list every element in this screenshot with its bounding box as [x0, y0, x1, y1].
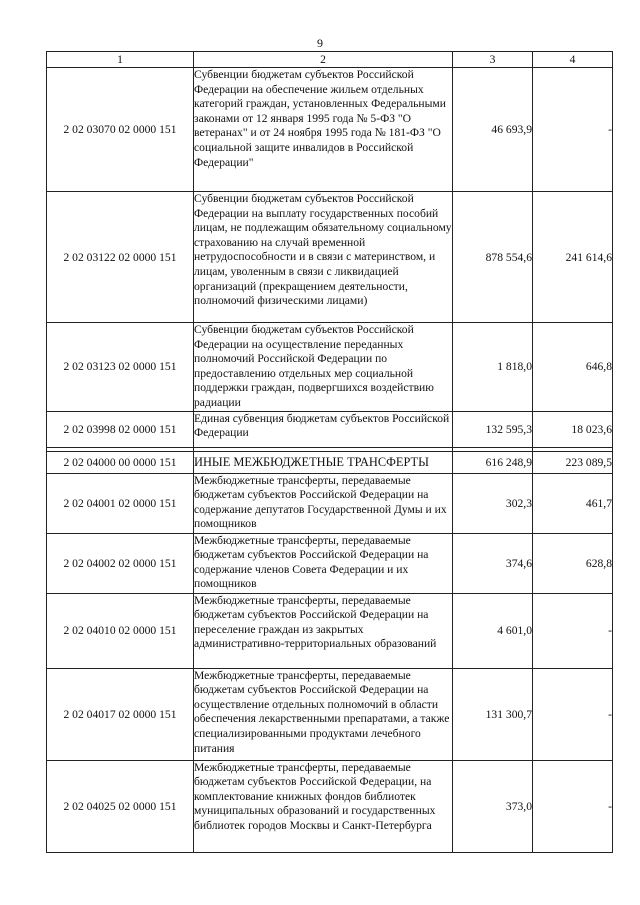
row-description: Межбюджетные трансферты, передаваемые бюджетам субъектов Российской Федерации, на комплектование книжных фондов библиотек муниципальных образований и государственных библиотек городов Москвы и Санкт-Петербурга — [194, 760, 453, 852]
table-row — [47, 473, 613, 533]
table-row — [47, 323, 613, 412]
row-description: Субвенции бюджетам субъектов Российской Федерации на выплату государственных пособий лицам, не подлежащим обязательному социальному страхованию на случай временной нетрудоспособности и в связи с материнством, и лицам, уволенным в связи с ликвидацией организаций (прекращением деятельности, полномочий физическими лицами) — [194, 192, 453, 323]
budget-code: 2 02 04025 02 0000 151 — [47, 760, 194, 852]
section-row — [47, 451, 613, 473]
amount-col4: 628,8 — [533, 533, 613, 593]
row-description: Единая субвенция бюджетам субъектов Российской Федерации — [194, 411, 453, 447]
budget-table — [46, 51, 613, 853]
budget-code: 2 02 04010 02 0000 151 — [47, 593, 194, 668]
column-header-3: 3 — [453, 52, 533, 68]
table-row — [47, 533, 613, 593]
amount-col4: - — [533, 593, 613, 668]
row-description: Субвенции бюджетам субъектов Российской Федерации на обеспечение жильем отдельных категорий граждан, установленных Федеральными законами от 12 января 1995 года № 5-ФЗ "О ветеранах" и от 24 ноября 1995 года № 181-ФЗ "О социальной защите инвалидов в Российской Федерации" — [194, 68, 453, 192]
table-header — [47, 52, 613, 68]
table-row — [47, 68, 613, 192]
amount-col3: 374,6 — [453, 533, 533, 593]
table-row — [47, 411, 613, 447]
amount-col3: 131 300,7 — [453, 668, 533, 760]
table-row — [47, 760, 613, 852]
table-row — [47, 668, 613, 760]
amount-col4: 646,8 — [533, 323, 613, 412]
amount-col4: - — [533, 668, 613, 760]
row-description: Межбюджетные трансферты, передаваемые бюджетам субъектов Российской Федерации на содержание депутатов Государственной Думы и их помощников — [194, 473, 453, 533]
amount-col3: 132 595,3 — [453, 411, 533, 447]
amount-col3: 1 818,0 — [453, 323, 533, 412]
budget-code: 2 02 03998 02 0000 151 — [47, 411, 194, 447]
column-header-4: 4 — [533, 52, 613, 68]
column-header-2: 2 — [194, 52, 453, 68]
amount-col4: 461,7 — [533, 473, 613, 533]
amount-col4: 223 089,5 — [533, 451, 613, 473]
amount-col3: 878 554,6 — [453, 192, 533, 323]
amount-col4: 18 023,6 — [533, 411, 613, 447]
row-description: Субвенции бюджетам субъектов Российской Федерации на осуществление переданных полномочий Российской Федерации по предоставлению отдельных мер социальной поддержки граждан, подвергшихся воздействию радиации — [194, 323, 453, 412]
budget-code: 2 02 04017 02 0000 151 — [47, 668, 194, 760]
budget-code: 2 02 03070 02 0000 151 — [47, 68, 194, 192]
amount-col3: 302,3 — [453, 473, 533, 533]
amount-col3: 373,0 — [453, 760, 533, 852]
page-number: 9 — [317, 36, 323, 50]
amount-col4: 241 614,6 — [533, 192, 613, 323]
budget-code: 2 02 04002 02 0000 151 — [47, 533, 194, 593]
row-description: Межбюджетные трансферты, передаваемые бюджетам субъектов Российской Федерации на переселение граждан из закрытых административно-территориальных образований — [194, 593, 453, 668]
row-description: Межбюджетные трансферты, передаваемые бюджетам субъектов Российской Федерации на содержание членов Совета Федерации и их помощников — [194, 533, 453, 593]
budget-code: 2 02 03123 02 0000 151 — [47, 323, 194, 412]
budget-code: 2 02 04000 00 0000 151 — [47, 451, 194, 473]
budget-code: 2 02 03122 02 0000 151 — [47, 192, 194, 323]
table-row — [47, 593, 613, 668]
column-header-1: 1 — [47, 52, 194, 68]
table-row — [47, 192, 613, 323]
budget-code: 2 02 04001 02 0000 151 — [47, 473, 194, 533]
amount-col3: 46 693,9 — [453, 68, 533, 192]
amount-col4: - — [533, 68, 613, 192]
amount-col3: 616 248,9 — [453, 451, 533, 473]
row-description: Межбюджетные трансферты, передаваемые бюджетам субъектов Российской Федерации на осуществление отдельных полномочий в области обеспечения лекарственными препаратами, а также специализированными продуктами лечебного питания — [194, 668, 453, 760]
section-title: ИНЫЕ МЕЖБЮДЖЕТНЫЕ ТРАНСФЕРТЫ — [194, 451, 453, 473]
amount-col4: - — [533, 760, 613, 852]
amount-col3: 4 601,0 — [453, 593, 533, 668]
